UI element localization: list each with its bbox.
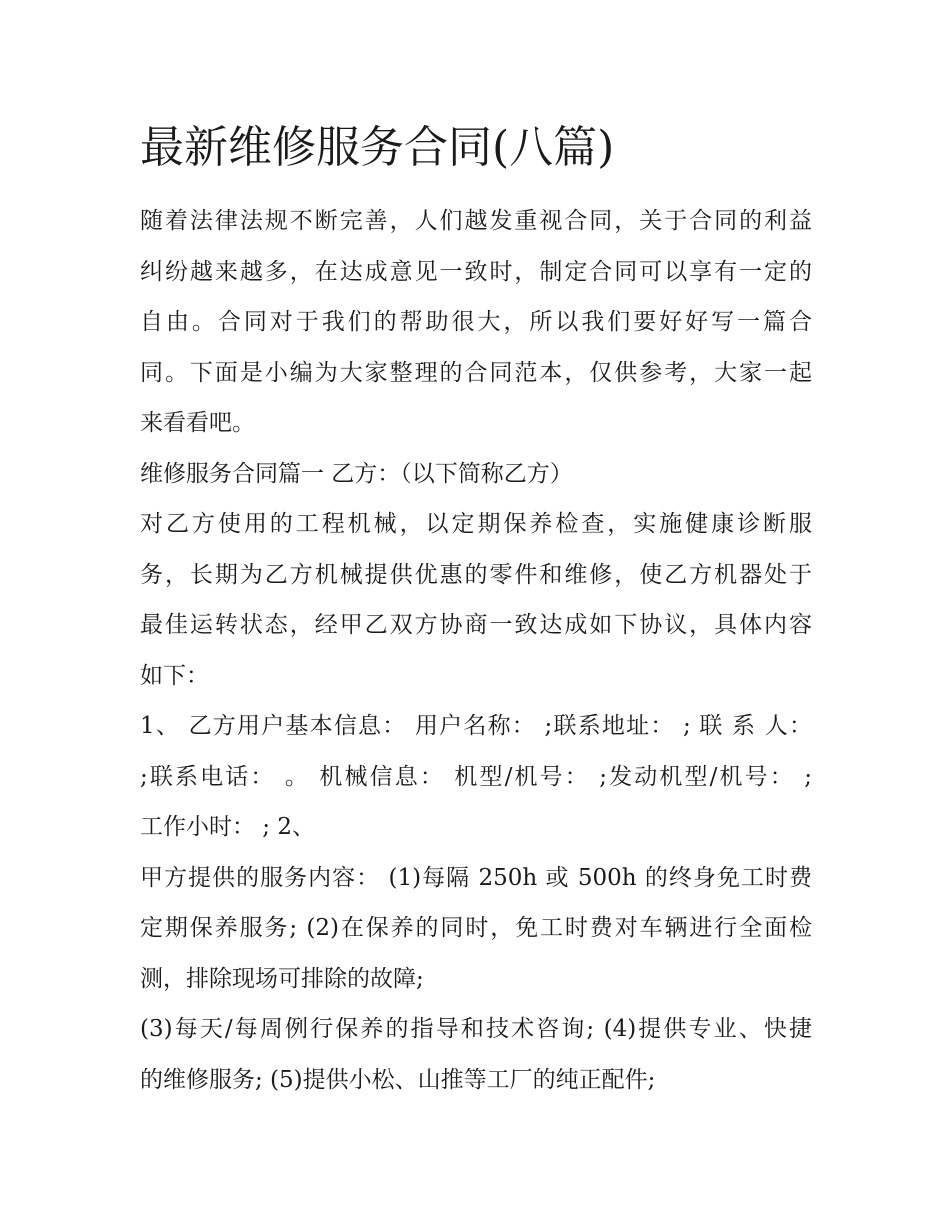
text-line: 自由。合同对于我们的帮助很大，所以我们要好好写一篇合 [140, 309, 812, 335]
section-heading-paragraph [140, 449, 812, 500]
text-line: 来看看吧。 [140, 410, 255, 436]
text-line: 甲方提供的服务内容： (1)每隔 250h 或 500h 的终身免工时费 [140, 864, 812, 891]
text-line: ;联系电话： 。 机械信息： 机型/机号： ;发动机型/机号： ; [140, 763, 812, 790]
text-line: 测，排除现场可排除的故障; [140, 965, 424, 992]
customer-info-paragraph [140, 701, 812, 853]
text-line: 如下： [140, 662, 209, 689]
text-line: 同。下面是小编为大家整理的合同范本，仅供参考，大家一起 [140, 359, 812, 386]
service-items-paragraph [140, 1004, 812, 1105]
text-line: 最佳运转状态，经甲乙双方协商一致达成如下协议，具体内容 [140, 612, 812, 638]
text-line: (3)每天/每周例行保养的指导和技术咨询; (4)提供专业、快捷 [140, 1016, 812, 1042]
text-line: 定期保养服务; (2)在保养的同时，免工时费对车辆进行全面检 [140, 915, 812, 941]
text-line: 1、 乙方用户基本信息： 用户名称： ;联系地址： ; 联 系 人： [140, 713, 812, 739]
text-line: 维修服务合同篇一 乙方：（以下简称乙方） [140, 460, 573, 487]
intro-paragraph [140, 196, 812, 449]
service-scope-paragraph [140, 499, 812, 701]
text-line: 工作小时： ; 2、 [140, 814, 316, 840]
document-title: 最新维修服务合同(八篇) [140, 122, 615, 173]
service-content-paragraph [140, 853, 812, 1005]
text-line: 对乙方使用的工程机械，以定期保养检查，实施健康诊断服 [140, 511, 812, 537]
document-body [140, 112, 812, 1105]
text-line: 的维修服务; (5)提供小松、山推等工厂的纯正配件; [140, 1066, 656, 1093]
text-line: 务，长期为乙方机械提供优惠的零件和维修，使乙方机器处于 [140, 561, 812, 588]
text-line: 纠纷越来越多，在达成意见一致时，制定合同可以享有一定的 [140, 258, 812, 285]
text-line: 随着法律法规不断完善，人们越发重视合同，关于合同的利益 [140, 208, 812, 234]
